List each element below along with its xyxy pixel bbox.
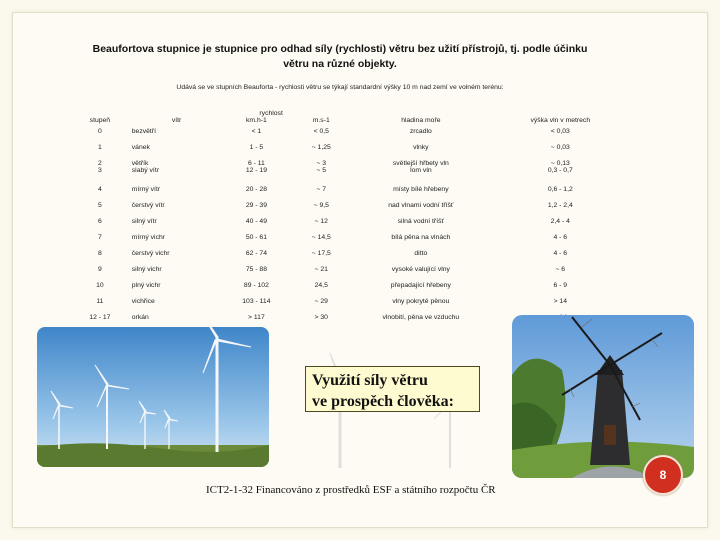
- wind-turbines-photo: [37, 327, 269, 467]
- table-row: [70, 266, 630, 282]
- cell-vyska: ~ 0,03: [550, 144, 570, 151]
- cell-ms: < 0,5: [313, 128, 329, 135]
- cell-kmh: 50 - 61: [245, 234, 267, 241]
- cell-stupen: 1: [98, 144, 102, 151]
- cell-vyska: 4 - 6: [553, 234, 568, 241]
- cell-kmh: 20 - 28: [245, 186, 267, 193]
- col-header-rychlost: rychlost: [259, 110, 283, 117]
- cell-vyska: ~ 6: [555, 266, 566, 273]
- cell-hladina: [351, 160, 490, 186]
- cell-hladina: zrcadlo: [409, 128, 432, 135]
- cell-stupen-b: 3: [98, 167, 102, 174]
- cell-hladina: přepadající hřebeny: [390, 282, 451, 289]
- cell-vyska: 4 - 6: [553, 250, 568, 257]
- cell-stupen: 8: [98, 250, 102, 257]
- table-row: [70, 282, 630, 298]
- cell-hladina: ditto: [414, 250, 428, 257]
- col-header-ms: m.s-1: [312, 117, 330, 124]
- callout-line-2: ve prospěch člověka:: [312, 393, 454, 410]
- cell-hladina-b: lom vln: [410, 167, 432, 174]
- cell-stupen: 10: [96, 282, 104, 289]
- cell-ms-a: ~ 3: [316, 160, 327, 167]
- cell-stupen: 0: [98, 128, 102, 135]
- cell-kmh: 29 - 39: [245, 202, 267, 209]
- cell-hladina: vysoké valující vlny: [391, 266, 450, 273]
- table-row: [70, 218, 630, 234]
- cell-kmh: < 1: [251, 128, 262, 135]
- cell-hladina: nad vlnami vodní tříšť: [388, 202, 454, 209]
- cell-kmh-a: 6 - 11: [247, 160, 265, 167]
- table-row: [70, 250, 630, 266]
- cell-hladina: silná vodní tříšť: [397, 218, 445, 225]
- cell-ms: 24,5: [314, 282, 328, 289]
- cell-kmh: 1 - 5: [249, 144, 264, 151]
- cell-hladina: vlny pokryté pěnou: [392, 298, 450, 305]
- cell-kmh: > 117: [248, 314, 265, 321]
- cell-vitr: orkán: [131, 314, 149, 321]
- cell-vitr: vichřice: [131, 298, 155, 305]
- cell-vitr: mírný vichr: [131, 234, 166, 241]
- cell-hladina: vlnobití, pěna ve vzduchu: [382, 314, 460, 321]
- windmill-photo: [512, 315, 694, 478]
- cell-vyska: [491, 160, 630, 186]
- table-header-row: [70, 100, 630, 128]
- cell-vyska: < 0,03: [550, 128, 570, 135]
- title-line-2: větru na různé objekty.: [283, 58, 397, 70]
- cell-vitr: vánek: [131, 144, 150, 151]
- table-row: [70, 234, 630, 250]
- cell-vyska: 6 - 9: [553, 282, 568, 289]
- cell-stupen: 11: [96, 298, 104, 305]
- cell-stupen: 7: [98, 234, 102, 241]
- cell-kmh: [221, 160, 291, 186]
- cell-stupen: 12 - 17: [89, 314, 111, 321]
- cell-vyska: 1,2 - 2,4: [547, 202, 573, 209]
- cell-vitr: bezvětří: [131, 128, 156, 135]
- cell-vitr: [130, 160, 222, 186]
- cell-vitr: mírný vítr: [131, 186, 161, 193]
- col-header-vyska: výška vln v metrech: [530, 117, 591, 124]
- cell-kmh: 89 - 102: [243, 282, 269, 289]
- page-title: [60, 42, 620, 72]
- cell-ms: ~ 21: [314, 266, 328, 273]
- cell-hladina: vlnky: [413, 144, 429, 151]
- cell-kmh: 75 - 88: [245, 266, 267, 273]
- page-number-badge: 8: [643, 455, 683, 495]
- cell-vitr-a: větřík: [131, 160, 149, 167]
- cell-ms: ~ 14,5: [311, 234, 331, 241]
- cell-ms: ~ 1,25: [311, 144, 331, 151]
- cell-stupen: 9: [98, 266, 102, 273]
- cell-vitr: plný vichr: [131, 282, 161, 289]
- col-header-vitr: vítr: [171, 117, 182, 124]
- callout-box: [305, 366, 480, 412]
- cell-hladina: místy bílé hřebeny: [393, 186, 449, 193]
- cell-kmh: 103 - 114: [242, 298, 271, 305]
- callout-line-1: Využití síly větru: [312, 372, 428, 389]
- cell-kmh-b: 12 - 19: [245, 167, 267, 174]
- table-row: [70, 144, 630, 160]
- cell-vitr-b: slabý vítr: [131, 167, 159, 174]
- cell-hladina-a: světlejší hřbety vln: [392, 160, 449, 167]
- table-row: [70, 160, 630, 186]
- cell-ms: [291, 160, 351, 186]
- cell-ms: ~ 7: [316, 186, 327, 193]
- beaufort-table: [70, 100, 630, 330]
- cell-vyska: 2,4 - 4: [550, 218, 570, 225]
- cell-ms-b: ~ 5: [316, 167, 327, 174]
- footer-text: ICT2-1-32 Financováno z prostředků ESF a státního rozpočtu ČR: [206, 484, 496, 496]
- cell-vitr: čerstvý vítr: [131, 202, 165, 209]
- cell-stupen-a: 2: [98, 160, 102, 167]
- table-row: [70, 298, 630, 314]
- col-header-kmh-unit: km.h-1: [246, 117, 267, 124]
- cell-ms: ~ 29: [314, 298, 328, 305]
- cell-ms: > 30: [314, 314, 328, 321]
- table-row: [70, 202, 630, 218]
- cell-vyska: 0,6 - 1,2: [547, 186, 573, 193]
- table-row: [70, 186, 630, 202]
- cell-vitr: silný vítr: [131, 218, 157, 225]
- cell-vyska: > 14: [553, 298, 567, 305]
- cell-ms: ~ 12: [314, 218, 328, 225]
- col-header-kmh: [221, 100, 291, 128]
- scale-note: Udává se ve stupních Beauforta - rychlosti větru se týkají standardní výšky 10 m nad zemí ve volném terénu:: [176, 84, 504, 91]
- col-header-stupen: stupeň: [89, 117, 111, 124]
- cell-stupen: 5: [98, 202, 102, 209]
- cell-kmh: 40 - 49: [245, 218, 267, 225]
- col-header-hladina: hladina moře: [401, 117, 441, 124]
- cell-vitr: čerstvý vichr: [131, 250, 170, 257]
- cell-hladina: bílá pěna na vlnách: [391, 234, 451, 241]
- title-line-1: Beaufortova stupnice je stupnice pro odhad síly (rychlosti) větru bez užití přístrojů, tj. podle účinku: [92, 43, 588, 55]
- cell-vyska-b: 0,3 - 0,7: [547, 167, 573, 174]
- cell-ms: ~ 9,5: [313, 202, 329, 209]
- table-row: [70, 128, 630, 144]
- cell-stupen: [70, 160, 130, 186]
- cell-kmh: 62 - 74: [245, 250, 267, 257]
- cell-ms: ~ 17,5: [311, 250, 331, 257]
- cell-stupen: 6: [98, 218, 102, 225]
- cell-stupen: 4: [98, 186, 102, 193]
- cell-vyska-a: ~ 0,13: [550, 160, 570, 167]
- cell-vitr: silný vichr: [131, 266, 162, 273]
